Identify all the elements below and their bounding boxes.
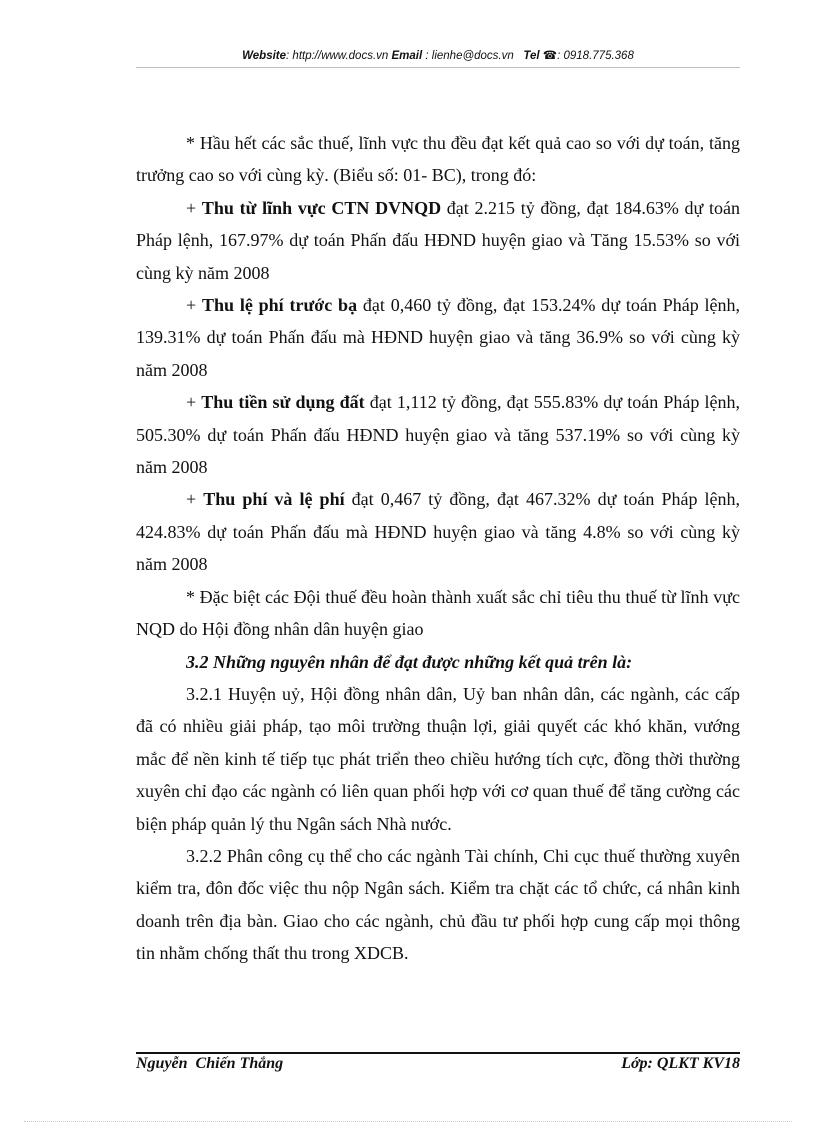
footer-class: Lớp: QLKT KV18 [621,1055,740,1072]
page-header [136,48,740,66]
paragraph-le-phi-truoc-ba [136,289,740,386]
bullet-prefix: + [186,489,204,510]
paragraph-phi-le-phi [136,483,740,580]
paragraph-ctn-dvnqd [136,192,740,289]
paragraph-3-2-2: 3.2.2 Phân công cụ thể cho các ngành Tài chính, Chi cục thuế thường xuyên kiểm tra, đôn đốc việc thu nộp Ngân sách. Kiểm tra chặt các tổ chức, cá nhân kinh doanh trên địa bàn. Giao cho các ngành, chủ đầu tư phối hợp cung cấp mọi thông tin nhằm chống thất thu trong XDCB. [136,845,740,964]
tel-label: Tel [523,50,540,62]
paragraph-summary: * Hầu hết các sắc thuế, lĩnh vực thu đều đạt kết quả cao so với dự toán, tăng trưởng cao so với cùng kỳ. (Biểu số: 01- BC), trong đó: [136,133,740,186]
website-label: Website [242,50,287,62]
footer-rule [136,1052,740,1054]
footer-author: Nguyễn Chiến Thắng [136,1055,284,1072]
paragraph-tien-su-dung-dat [136,386,740,483]
header-rule [136,67,740,68]
bullet-prefix: + [186,295,202,316]
section-heading: 3.2 Những nguyên nhân để đạt được những kết quả trên là: [186,651,633,672]
paragraph-rest: đạt 0,467 tỷ đồng, đạt 467.32% dự toán Pháp lệnh, 424.83% dự toán Phấn đấu mà HĐND huyện giao và tăng 4.8% so với cùng kỳ năm 2008 [136,489,741,575]
phone-icon: ☎ [542,50,558,62]
bold-term: Thu từ lĩnh vực CTN DVNQD [201,197,442,218]
bullet-prefix: + [186,197,202,218]
email-label: Email [391,50,423,62]
page-bottom-edge [24,1121,792,1122]
document-body [136,127,740,970]
tel-value: : 0918.775.368 [557,50,634,62]
website-value: : http://www.docs.vn [286,50,389,62]
bold-term: Thu tiền sử dụng đất [201,392,365,413]
bullet-prefix: + [186,392,202,413]
bold-term: Thu phí và lệ phí [203,489,345,510]
paragraph-rest: đạt 2.215 tỷ đồng, đạt 184.63% dự toán Pháp lệnh, 167.97% dự toán Phấn đấu HĐND huyện giao và Tăng 15.53% so với cùng kỳ năm 2008 [136,197,740,283]
paragraph-rest: đạt 0,460 tỷ đồng, đạt 153.24% dự toán Pháp lệnh, 139.31% dự toán Phấn đấu mà HĐND huyện giao và tăng 36.9% so với cùng kỳ năm 2008 [136,295,741,380]
bold-term: Thu lệ phí trước bạ [201,295,358,316]
email-value: : lienhe@docs.vn [422,50,514,62]
paragraph-3-2-1: 3.2.1 Huyện uỷ, Hội đồng nhân dân, Uỷ ban nhân dân, các ngành, các cấp đã có nhiều giải pháp, tạo môi trường thuận lợi, giải quyết các khó khăn, vướng mắc để nền kinh tế tiếp tục phát triển theo chiều hướng tích cực, đồng thời thường xuyên chỉ đạo các ngành có liên quan phối hợp với cơ quan thuế để tăng cường các biện pháp quản lý thu Ngân sách Nhà nước. [136,683,740,834]
paragraph-doi-thue: * Đặc biệt các Đội thuế đều hoàn thành xuất sắc chỉ tiêu thu thuế từ lĩnh vực NQD do Hội đồng nhân dân huyện giao [136,586,740,640]
paragraph-rest: đạt 1,112 tỷ đồng, đạt 555.83% dự toán Pháp lệnh, 505.30% dự toán Phấn đấu HĐND huyện giao và tăng 537.19% so với cùng kỳ năm 2008 [136,392,740,478]
